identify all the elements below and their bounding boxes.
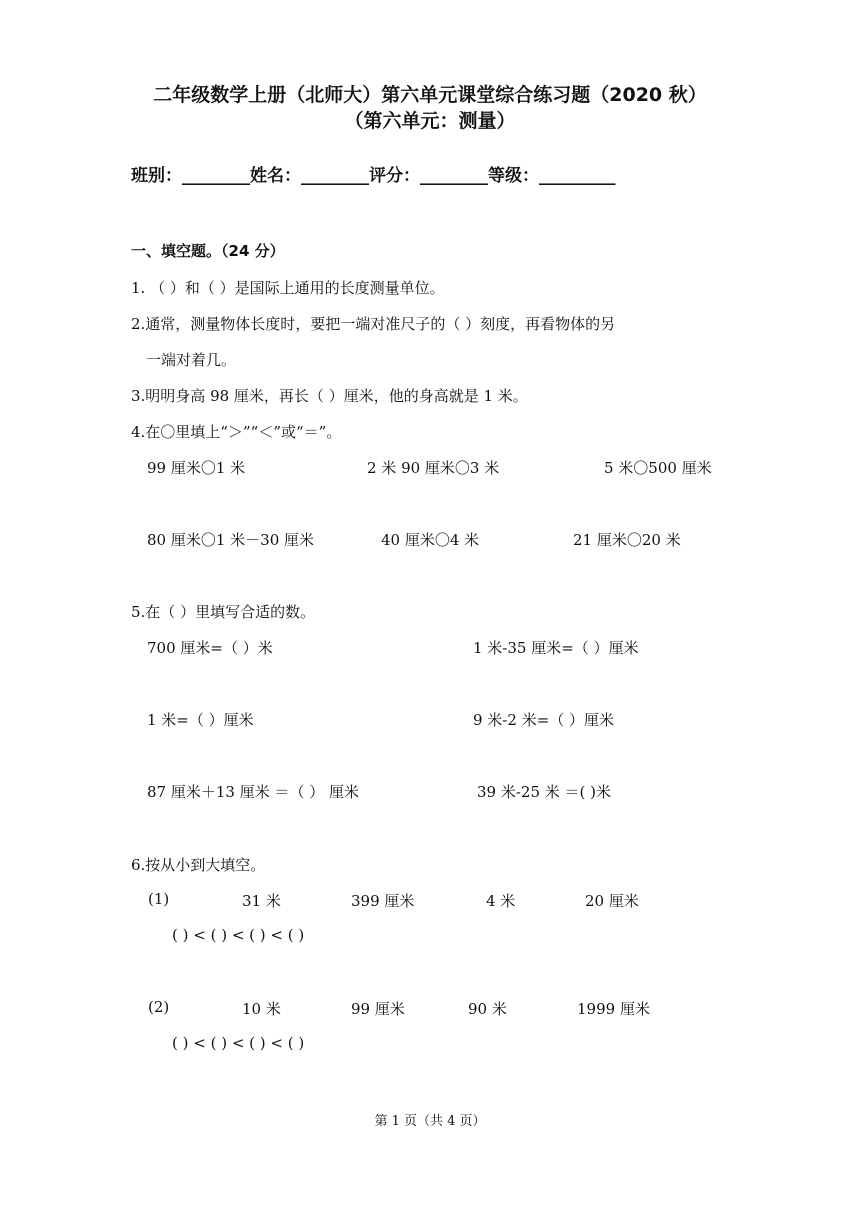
page-title: 二年级数学上册（北师大）第六单元课堂综合练习题（2020 秋）	[153, 84, 707, 106]
fill-item: 1 米-35 厘米=（ ）厘米	[473, 639, 639, 657]
group-label: (2)	[148, 998, 170, 1016]
fill-item: 700 厘米=（ ）米	[147, 639, 273, 657]
page-subtitle: （第六单元：测量）	[344, 110, 516, 132]
order-value: 1999 厘米	[577, 1000, 650, 1018]
order-value: 31 米	[242, 892, 281, 910]
question-4-prompt: 4.在〇里填上“＞”“＜”或“＝”。	[131, 423, 342, 441]
order-value: 399 厘米	[351, 892, 415, 910]
order-value: 20 厘米	[585, 892, 639, 910]
answer-row: ( ) < ( ) < ( ) < ( )	[172, 1034, 305, 1052]
question-1: 1. （ ）和（ ）是国际上通用的长度测量单位。	[131, 279, 445, 297]
question-5-prompt: 5.在（ ）里填写合适的数。	[131, 603, 316, 621]
order-value: 4 米	[486, 892, 516, 910]
answer-row: ( ) < ( ) < ( ) < ( )	[172, 926, 305, 944]
section-heading: 一、填空题。（24 分）	[131, 242, 285, 260]
page-footer: 第 1 页（共 4 页）	[374, 1114, 486, 1129]
compare-item: 5 米〇500 厘米	[604, 459, 712, 477]
fill-item: 1 米=（ ）厘米	[147, 711, 254, 729]
fill-item: 87 厘米＋13 厘米 ＝（ ） 厘米	[147, 783, 360, 801]
compare-item: 2 米 90 厘米〇3 米	[367, 459, 500, 477]
student-info-line: 班别：________姓名：________评分：________等级：_________	[131, 166, 616, 186]
compare-item: 80 厘米〇1 米－30 厘米	[147, 531, 315, 549]
question-6-prompt: 6.按从小到大填空。	[131, 856, 266, 874]
compare-item: 21 厘米〇20 米	[573, 531, 681, 549]
question-2-line-2: 一端对着几。	[146, 351, 237, 369]
order-value: 10 米	[242, 1000, 281, 1018]
order-value: 99 厘米	[351, 1000, 405, 1018]
order-value: 90 米	[468, 1000, 507, 1018]
group-label: (1)	[148, 890, 170, 908]
question-3: 3.明明身高 98 厘米，再长（ ）厘米，他的身高就是 1 米。	[131, 387, 528, 405]
fill-item: 9 米-2 米=（ ）厘米	[473, 711, 615, 729]
question-2-line-1: 2.通常，测量物体长度时，要把一端对准尺子的（ ）刻度，再看物体的另	[131, 315, 616, 333]
compare-item: 40 厘米〇4 米	[381, 531, 480, 549]
fill-item: 39 米-25 米 ＝( )米	[477, 783, 612, 801]
compare-item: 99 厘米〇1 米	[147, 459, 246, 477]
